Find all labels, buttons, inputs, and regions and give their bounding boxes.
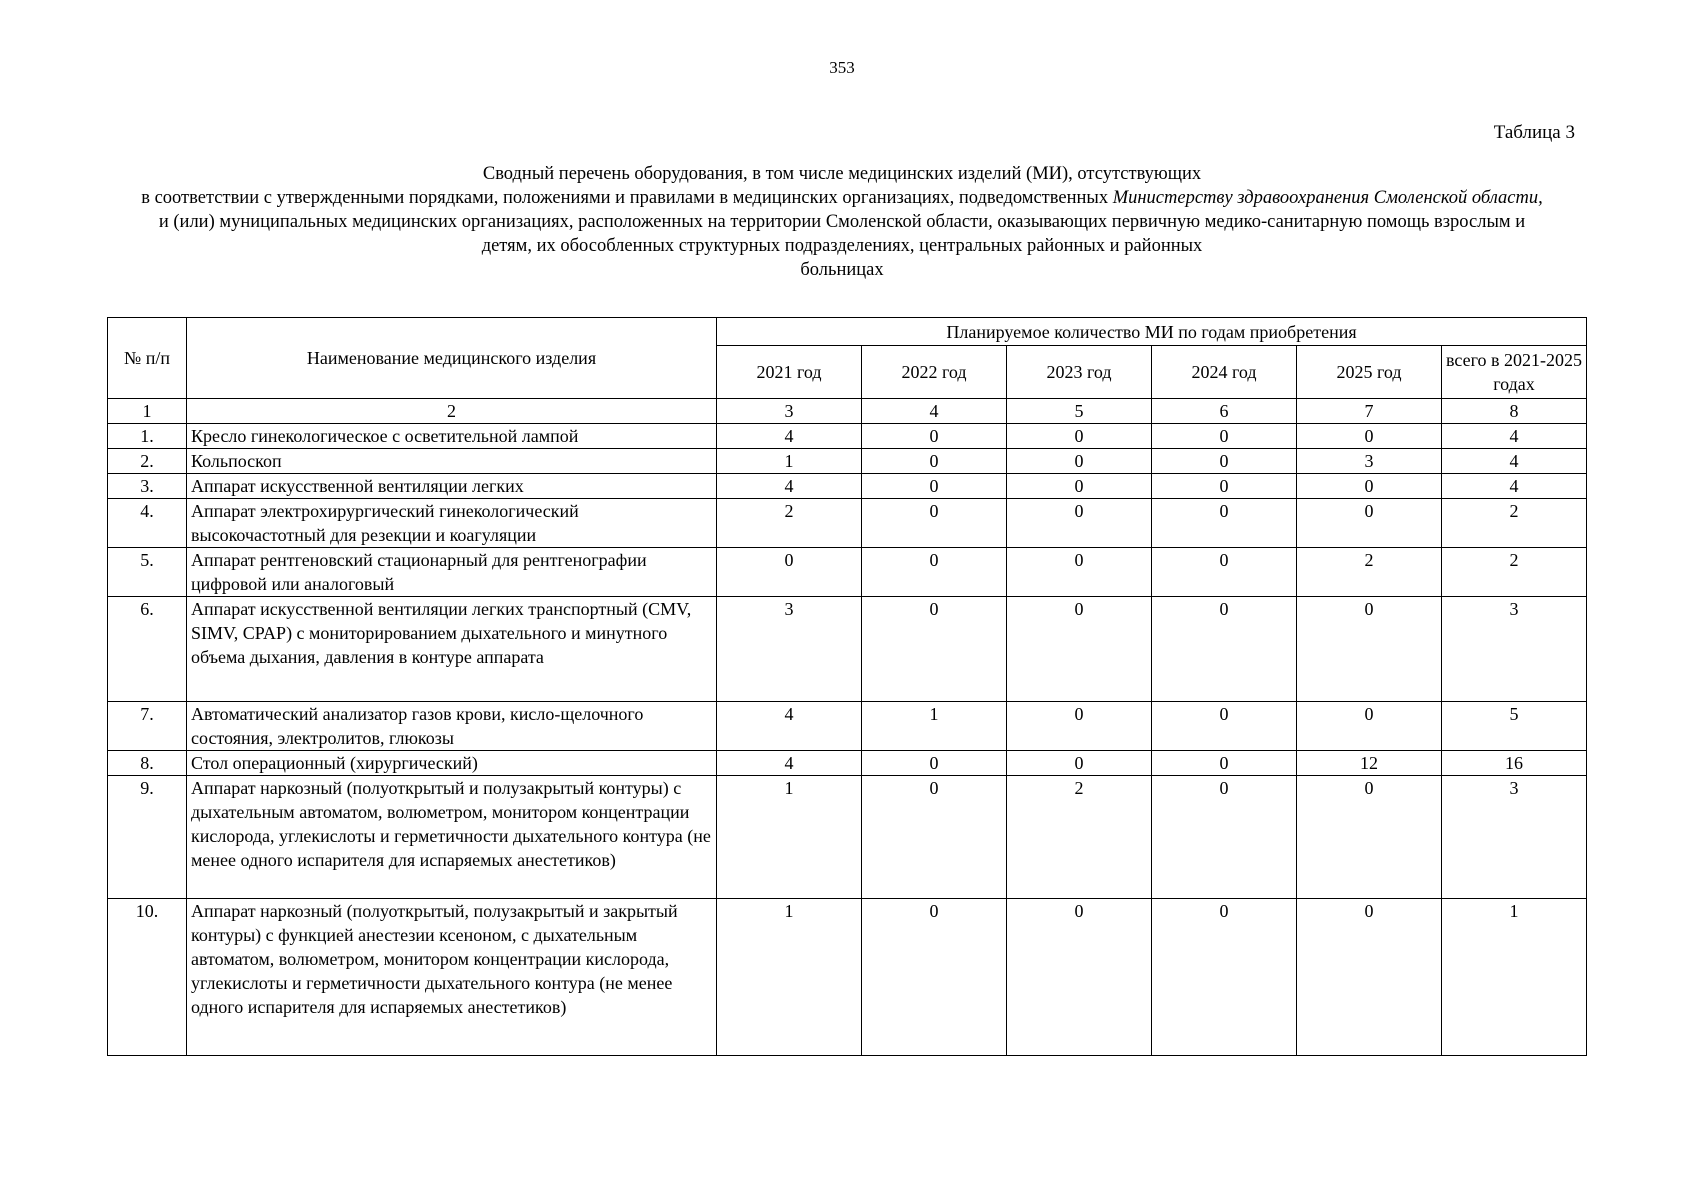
qty-2021: 1 [717,899,862,1056]
row-number: 9. [108,776,187,899]
device-name: Аппарат искусственной вентиляции легких [187,474,717,499]
qty-2021: 4 [717,751,862,776]
qty-2023: 0 [1007,751,1152,776]
device-name: Аппарат электрохирургический гинекологический высокочастотный для резекции и коагуляции [187,499,717,548]
qty-2022: 0 [862,548,1007,597]
device-name: Кресло гинекологическое с осветительной лампой [187,424,717,449]
table-row [108,548,1587,597]
qty-2021: 1 [717,449,862,474]
header-total: всего в 2021-2025 годах [1442,346,1587,399]
row-number: 7. [108,702,187,751]
qty-2021: 4 [717,702,862,751]
qty-2023: 0 [1007,899,1152,1056]
qty-2025: 0 [1297,899,1442,1056]
device-name: Аппарат наркозный (полуоткрытый и полузакрытый контуры) с дыхательным автоматом, волюметром, монитором концентрации кислорода, углекислоты и герметичности дыхательного контура (не менее одного испарителя для испаряемых анестетиков) [187,776,717,899]
qty-2024: 0 [1152,474,1297,499]
qty-2023: 0 [1007,702,1152,751]
qty-2025: 0 [1297,424,1442,449]
qty-2022: 0 [862,597,1007,702]
device-name: Аппарат рентгеновский стационарный для рентгенографии цифровой или аналоговый [187,548,717,597]
qty-total: 3 [1442,776,1587,899]
qty-2021: 2 [717,499,862,548]
qty-2023: 0 [1007,424,1152,449]
qty-total: 4 [1442,424,1587,449]
row-number: 4. [108,499,187,548]
device-name: Аппарат наркозный (полуоткрытый, полузакрытый и закрытый контуры) с функцией анестезии ксеноном, с дыхательным автоматом, волюметром, монитором концентрации кислорода, углекислоты и герметичности дыхательного контура (не менее одного испарителя для испаряемых анестетиков) [187,899,717,1056]
qty-2024: 0 [1152,548,1297,597]
column-number: 3 [717,399,862,424]
qty-2022: 0 [862,499,1007,548]
qty-2025: 0 [1297,597,1442,702]
header-year-2022: 2022 год [862,346,1007,399]
qty-2024: 0 [1152,702,1297,751]
qty-2022: 0 [862,899,1007,1056]
qty-total: 4 [1442,449,1587,474]
qty-2023: 0 [1007,499,1152,548]
qty-2022: 0 [862,424,1007,449]
qty-2025: 12 [1297,751,1442,776]
qty-2025: 0 [1297,474,1442,499]
qty-2022: 1 [862,702,1007,751]
qty-2023: 0 [1007,548,1152,597]
qty-2022: 0 [862,776,1007,899]
row-number: 8. [108,751,187,776]
table-row [108,474,1587,499]
qty-total: 5 [1442,702,1587,751]
qty-2022: 0 [862,751,1007,776]
column-number: 6 [1152,399,1297,424]
qty-total: 16 [1442,751,1587,776]
qty-total: 4 [1442,474,1587,499]
qty-2021: 3 [717,597,862,702]
qty-2021: 4 [717,474,862,499]
title-line-5: больницах [800,260,884,280]
table-row [108,424,1587,449]
qty-total: 1 [1442,899,1587,1056]
qty-2025: 0 [1297,776,1442,899]
column-number: 1 [108,399,187,424]
column-number: 8 [1442,399,1587,424]
column-number: 7 [1297,399,1442,424]
page-number: 353 [829,58,855,77]
table-row [108,449,1587,474]
header-year-2025: 2025 год [1297,346,1442,399]
qty-2025: 2 [1297,548,1442,597]
table-row [108,776,1587,899]
table-row [108,597,1587,702]
header-year-2021: 2021 год [717,346,862,399]
row-number: 2. [108,449,187,474]
qty-2023: 0 [1007,474,1152,499]
device-name: Автоматический анализатор газов крови, кисло-щелочного состояния, электролитов, глюкозы [187,702,717,751]
qty-2022: 0 [862,449,1007,474]
qty-2024: 0 [1152,499,1297,548]
device-name: Кольпоскоп [187,449,717,474]
qty-total: 2 [1442,548,1587,597]
title-line-1: Сводный перечень оборудования, в том числе медицинских изделий (МИ), отсутствующих [482,164,1202,184]
qty-2023: 0 [1007,449,1152,474]
column-numbers-row [108,399,1587,424]
qty-2022: 0 [862,474,1007,499]
qty-2021: 1 [717,776,862,899]
equipment-table [107,317,1587,1056]
document-title [100,162,1584,282]
title-line-2b: Министерству здравоохранения Смоленской области, [1112,188,1543,208]
qty-2021: 4 [717,424,862,449]
qty-2025: 0 [1297,499,1442,548]
row-number: 3. [108,474,187,499]
column-number: 4 [862,399,1007,424]
qty-2024: 0 [1152,751,1297,776]
device-name: Аппарат искусственной вентиляции легких транспортный (CMV, SIMV, CPAP) с мониторированием дыхательного и минутного объема дыхания, давления в контуре аппарата [187,597,717,702]
row-number: 6. [108,597,187,702]
column-number: 5 [1007,399,1152,424]
row-number: 5. [108,548,187,597]
qty-2023: 0 [1007,597,1152,702]
qty-2025: 3 [1297,449,1442,474]
table-row [108,702,1587,751]
row-number: 10. [108,899,187,1056]
title-line-2 [100,186,1584,210]
qty-2024: 0 [1152,776,1297,899]
qty-2025: 0 [1297,702,1442,751]
qty-2021: 0 [717,548,862,597]
device-name: Стол операционный (хирургический) [187,751,717,776]
table-row [108,751,1587,776]
qty-2024: 0 [1152,899,1297,1056]
qty-total: 3 [1442,597,1587,702]
column-number: 2 [187,399,717,424]
header-year-2023: 2023 год [1007,346,1152,399]
qty-2024: 0 [1152,424,1297,449]
table-row [108,499,1587,548]
header-year-2024: 2024 год [1152,346,1297,399]
title-line-4: детям, их обособленных структурных подразделениях, центральных районных и районных [481,236,1203,256]
header-name: Наименование медицинского изделия [187,318,717,399]
table-row [108,899,1587,1056]
title-line-3: и (или) муниципальных медицинских организациях, расположенных на территории Смоленской области, оказывающих первичную медико-санитарную помощь взрослым и [158,212,1526,232]
qty-2023: 2 [1007,776,1152,899]
qty-2024: 0 [1152,449,1297,474]
header-plan: Планируемое количество МИ по годам приобретения [717,318,1587,346]
title-line-2a: в соответствии с утвержденными порядками, положениями и правилами в медицинских организациях, подведомственных [141,188,1113,208]
qty-2024: 0 [1152,597,1297,702]
header-num: № п/п [108,318,187,399]
table-label: Таблица 3 [1493,122,1575,143]
qty-total: 2 [1442,499,1587,548]
row-number: 1. [108,424,187,449]
